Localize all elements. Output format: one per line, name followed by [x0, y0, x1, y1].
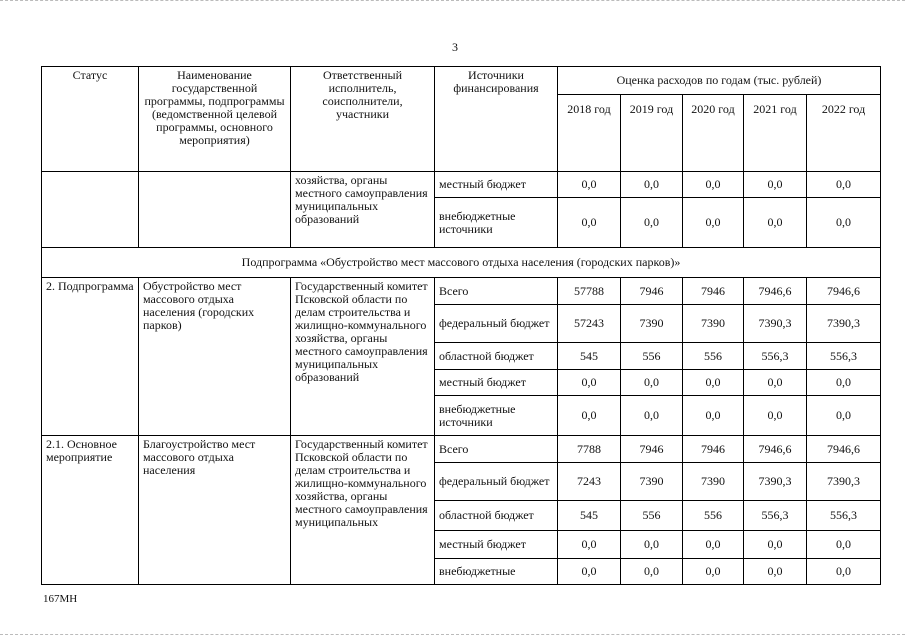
- scan-edge-bottom: [0, 634, 905, 639]
- value-cell: 0,0: [683, 396, 744, 436]
- scan-edge-top: [0, 0, 905, 5]
- table-row: [42, 436, 881, 463]
- header-responsible: Ответственный исполнитель, соисполнители, участники: [291, 67, 435, 172]
- source-cell: Всего: [435, 278, 558, 305]
- value-cell: 0,0: [744, 172, 807, 198]
- header-year: 2022 год: [807, 95, 881, 172]
- value-cell: 7390,3: [744, 305, 807, 343]
- value-cell: 556,3: [744, 501, 807, 531]
- source-cell: областной бюджет: [435, 343, 558, 370]
- source-cell: местный бюджет: [435, 531, 558, 559]
- name-cell: Благоустройство мест массового отдыха населения: [139, 436, 291, 585]
- value-cell: 7946: [683, 278, 744, 305]
- value-cell: 0,0: [744, 559, 807, 585]
- header-sources: Источники финансирования: [435, 67, 558, 172]
- value-cell: 7390,3: [807, 305, 881, 343]
- value-cell: 57243: [558, 305, 621, 343]
- value-cell: 7390: [621, 305, 683, 343]
- value-cell: 0,0: [683, 370, 744, 396]
- name-cell: [139, 172, 291, 248]
- value-cell: 556: [621, 501, 683, 531]
- table-row: [42, 278, 881, 305]
- value-cell: 7946,6: [744, 278, 807, 305]
- value-cell: 0,0: [683, 531, 744, 559]
- source-cell: внебюджетные источники: [435, 198, 558, 248]
- responsible-cell: хозяйства, органы местного самоуправления муниципальных образований: [291, 172, 435, 248]
- value-cell: 0,0: [621, 559, 683, 585]
- source-cell: местный бюджет: [435, 370, 558, 396]
- value-cell: 7946,6: [744, 436, 807, 463]
- value-cell: 7390,3: [744, 463, 807, 501]
- value-cell: 0,0: [558, 198, 621, 248]
- value-cell: 0,0: [558, 396, 621, 436]
- value-cell: 0,0: [558, 531, 621, 559]
- value-cell: 0,0: [558, 370, 621, 396]
- source-cell: областной бюджет: [435, 501, 558, 531]
- value-cell: 545: [558, 343, 621, 370]
- value-cell: 556: [683, 501, 744, 531]
- value-cell: 0,0: [744, 198, 807, 248]
- value-cell: 556,3: [807, 343, 881, 370]
- value-cell: 7390: [683, 463, 744, 501]
- value-cell: 0,0: [621, 370, 683, 396]
- value-cell: 0,0: [807, 198, 881, 248]
- header-row: [42, 67, 881, 95]
- header-estimate: Оценка расходов по годам (тыс. рублей): [558, 67, 881, 95]
- value-cell: 0,0: [621, 531, 683, 559]
- document-code: 167МН: [43, 593, 78, 605]
- value-cell: 7788: [558, 436, 621, 463]
- source-cell: федеральный бюджет: [435, 463, 558, 501]
- status-cell: 2.1. Основное мероприятие: [42, 436, 139, 585]
- subprogram-title: Подпрограмма «Обустройство мест массового отдыха населения (городских парков)»: [42, 248, 881, 278]
- value-cell: 0,0: [807, 396, 881, 436]
- value-cell: 545: [558, 501, 621, 531]
- source-cell: Всего: [435, 436, 558, 463]
- subprogram-title-row: [42, 248, 881, 278]
- value-cell: 7946: [621, 436, 683, 463]
- value-cell: 0,0: [807, 559, 881, 585]
- value-cell: 556: [683, 343, 744, 370]
- responsible-cell: Государственный комитет Псковской области по делам строительства и жилищно-коммунального хозяйства, органы местного самоуправления муниципальных: [291, 436, 435, 585]
- budget-table: [41, 66, 881, 585]
- source-cell: внебюджетные источники: [435, 396, 558, 436]
- value-cell: 0,0: [558, 172, 621, 198]
- source-cell: местный бюджет: [435, 172, 558, 198]
- value-cell: 0,0: [621, 172, 683, 198]
- header-year: 2019 год: [621, 95, 683, 172]
- value-cell: 556,3: [807, 501, 881, 531]
- value-cell: 7946: [621, 278, 683, 305]
- status-cell: 2. Подпрограмма: [42, 278, 139, 436]
- status-cell: [42, 172, 139, 248]
- value-cell: 556,3: [744, 343, 807, 370]
- value-cell: 0,0: [744, 396, 807, 436]
- value-cell: 0,0: [621, 198, 683, 248]
- source-cell: внебюджетные: [435, 559, 558, 585]
- value-cell: 0,0: [807, 531, 881, 559]
- table-row: [42, 172, 881, 198]
- header-year: 2021 год: [744, 95, 807, 172]
- header-status: Статус: [42, 67, 139, 172]
- value-cell: 556: [621, 343, 683, 370]
- value-cell: 0,0: [683, 559, 744, 585]
- value-cell: 0,0: [683, 198, 744, 248]
- value-cell: 0,0: [683, 172, 744, 198]
- value-cell: 0,0: [807, 172, 881, 198]
- value-cell: 0,0: [621, 396, 683, 436]
- source-cell: федеральный бюджет: [435, 305, 558, 343]
- value-cell: 7390,3: [807, 463, 881, 501]
- value-cell: 0,0: [744, 531, 807, 559]
- value-cell: 0,0: [807, 370, 881, 396]
- header-year: 2020 год: [683, 95, 744, 172]
- value-cell: 7946,6: [807, 278, 881, 305]
- value-cell: 7946: [683, 436, 744, 463]
- name-cell: Обустройство мест массового отдыха населения (городских парков): [139, 278, 291, 436]
- value-cell: 7946,6: [807, 436, 881, 463]
- value-cell: 7390: [621, 463, 683, 501]
- responsible-cell: Государственный комитет Псковской области по делам строительства и жилищно-коммунального хозяйства, органы местного самоуправления муниципальных образований: [291, 278, 435, 436]
- value-cell: 0,0: [558, 559, 621, 585]
- value-cell: 0,0: [744, 370, 807, 396]
- header-name: Наименование государственной программы, подпрограммы (ведомственной целевой программы, основного мероприятия): [139, 67, 291, 172]
- header-year: 2018 год: [558, 95, 621, 172]
- value-cell: 7243: [558, 463, 621, 501]
- value-cell: 7390: [683, 305, 744, 343]
- page-number: 3: [452, 40, 458, 54]
- value-cell: 57788: [558, 278, 621, 305]
